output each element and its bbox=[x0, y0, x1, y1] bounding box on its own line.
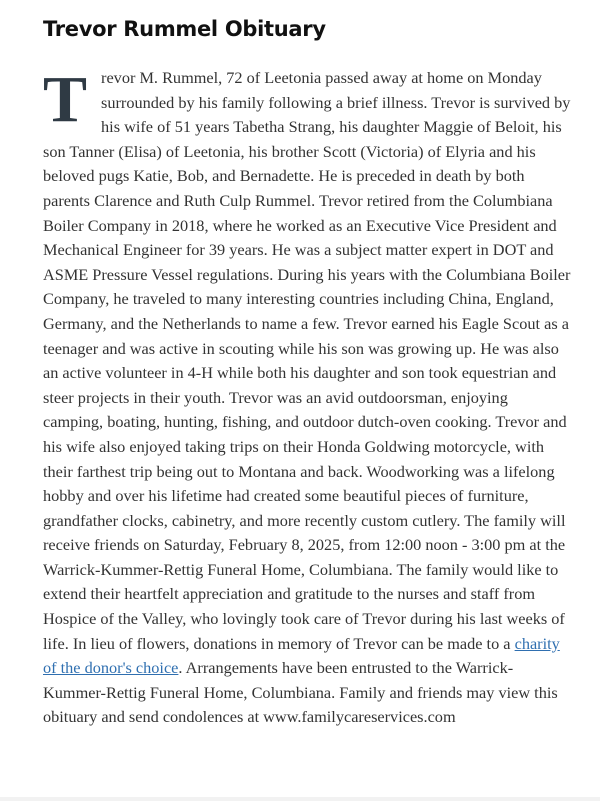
obituary-text-main: revor M. Rummel, 72 of Leetonia passed away at home on Monday surrounded by his family following a brief illness. Trevor is survived by his wife of 51 years Tabetha Strang, his daughter Maggie of Beloit, his son Tanner (Elisa) of Leetonia, his brother Scott (Victoria) of Elyria and his beloved pugs Katie, Bob, and Bernadette. He is preceded in death by both parents Clarence and Ruth Culp Rummel. Trevor retired from the Columbiana Boiler Company in 2018, where he worked as an Executive Vice President and Mechanical Engineer for 39 years. He was a subject matter expert in DOT and ASME Pressure Vessel regulations. During his years with the Columbiana Boiler Company, he traveled to many interesting countries including China, England, Germany, and the Netherlands to name a few. Trevor earned his Eagle Scout as a teenager and was active in scouting while his son was growing up. He was also an active volunteer in 4-H while both his daughter and son took equestrian and steer projects in their youth. Trevor was an avid outdoorsman, enjoying camping, boating, hunting, fishing, and outdoor dutch-oven cooking. Trevor and his wife also enjoyed taking trips on their Honda Goldwing motorcycle, with their farthest trip being out to Montana and back. Woodworking was a lifelong hobby and over his lifetime had created some beautiful pieces of furniture, grandfather clocks, cabinetry, and more recently custom cutlery. The family will receive friends on Saturday, February 8, 2025, from 12:00 noon - 3:00 pm at the Warrick-Kummer-Rettig Funeral Home, Columbiana. The family would like to extend their heartfelt appreciation and gratitude to the nurses and staff from Hospice of the Valley, who lovingly took care of Trevor during his last weeks of life. In lieu of flowers, donations in memory of Trevor can be made to a bbox=[43, 68, 571, 653]
obituary-body bbox=[43, 63, 571, 730]
charity-link[interactable]: charity of the donor's choice bbox=[43, 633, 560, 678]
page-title: Trevor Rummel Obituary bbox=[43, 17, 326, 41]
page-bottom-divider bbox=[0, 797, 600, 801]
obituary-text-closing: . Arrangements have been entrusted to the Warrick-Kummer-Rettig Funeral Home, Columbiana. Family and friends may view this obituary and send condolences at www.familycareservices.com bbox=[43, 658, 558, 727]
drop-cap: T bbox=[43, 63, 88, 136]
